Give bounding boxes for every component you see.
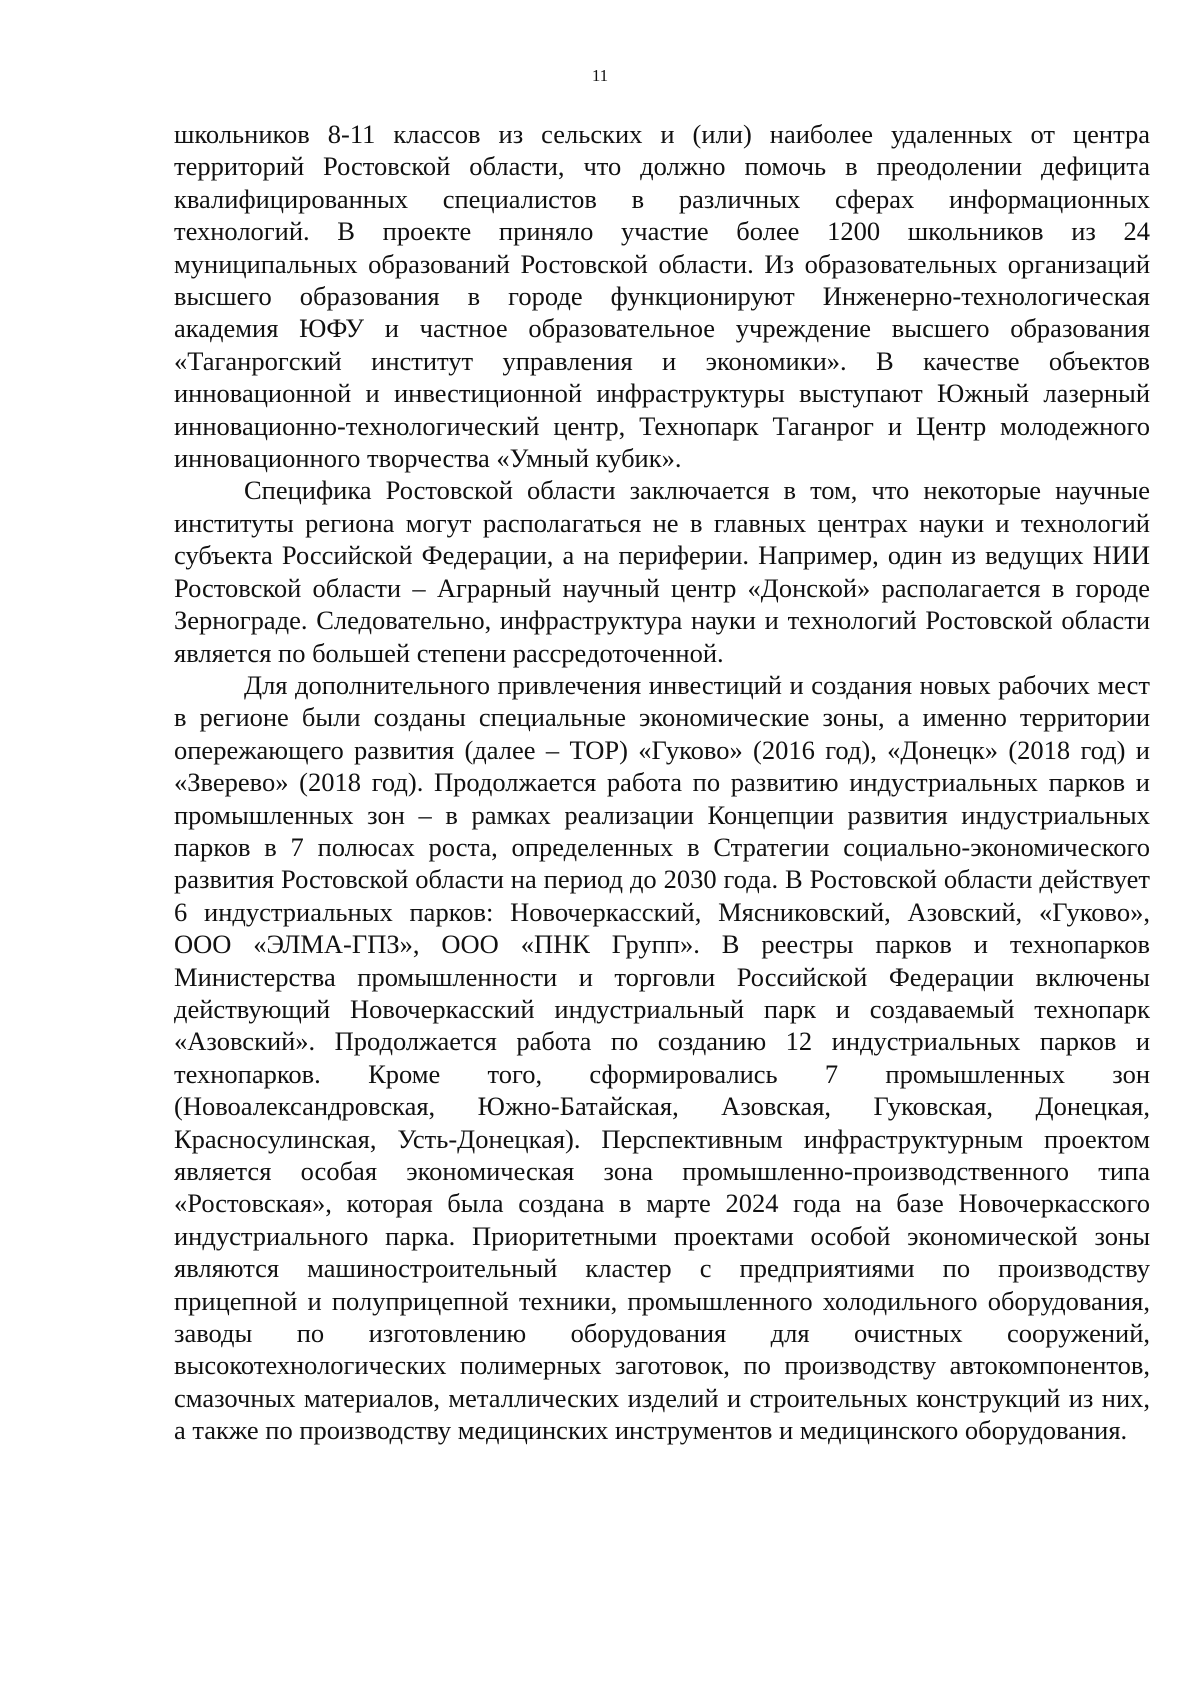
paragraph-economic-zones: Для дополнительного привлечения инвестиций и создания новых рабочих мест в регионе были созданы специальные экономические зоны, а именно территории опережающего развития (далее – ТОР) «Гуково» (2016 год), «Донецк» (2018 год) и «Зверево» (2018 год). Продолжается работа по развитию индустриальных парков и промышленных зон – в рамках реализации Концепции развития индустриальных парков в 7 полюсах роста, определенных в Стратегии социально-экономического развития Ростовской области на период до 2030 года. В Ростовской области действует 6 индустриальных парков: Новочеркасский, Мясниковский, Азовский, «Гуково», ООО «ЭЛМА-ГПЗ», ООО «ПНК Групп». В реестры парков и технопарков Министерства промышленности и торговли Российской Федерации включены действующий Новочеркасский индустриальный парк и создаваемый технопарк «Азовский». Продолжается работа по созданию 12 индустриальных парков и технопарков. Кроме того, сформировались 7 промышленных зон (Новоалександровская, Южно-Батайская, Азовская, Гуковская, Донецкая, Красносулинская, Усть-Донецкая). Перспективным инфраструктурным проектом является особая экономическая зона промышленно-производственного типа «Ростовская», которая была создана в марте 2024 года на базе Новочеркасского индустриального парка. Приоритетными проектами особой экономической зоны являются машиностроительный кластер с предприятиями по производству прицепной и полуприцепной техники, промышленного холодильного оборудования, заводы по изготовлению оборудования для очистных сооружений, высокотехнологических полимерных заготовок, по производству автокомпонентов, смазочных материалов, металлических изделий и строительных конструкций из них, а также по производству медицинских инструментов и медицинского оборудования. <box>174 669 1150 1446</box>
page-number: 11 <box>591 66 609 85</box>
paragraph-continuation: школьников 8-11 классов из сельских и (или) наиболее удаленных от центра территорий Ростовской области, что должно помочь в преодолении дефицита квалифицированных специалистов в различных сферах информационных технологий. В проекте приняло участие более 1200 школьников из 24 муниципальных образований Ростовской области. Из образовательных организаций высшего образования в городе функционируют Инженерно-технологическая академия ЮФУ и частное образовательное учреждение высшего образования «Таганрогский институт управления и экономики». В качестве объектов инновационной и инвестиционной инфраструктуры выступают Южный лазерный инновационно-технологический центр, Технопарк Таганрог и Центр молодежного инновационного творчества «Умный кубик». <box>174 119 1150 474</box>
body-text <box>174 118 1150 1447</box>
paragraph-science-infrastructure: Специфика Ростовской области заключается в том, что некоторые научные институты региона могут располагаться не в главных центрах науки и технологий субъекта Российской Федерации, а на периферии. Например, один из ведущих НИИ Ростовской области – Аграрный научный центр «Донской» располагается в городе Зернограде. Следовательно, инфраструктура науки и технологий Ростовской области является по большей степени рассредоточенной. <box>174 475 1150 668</box>
